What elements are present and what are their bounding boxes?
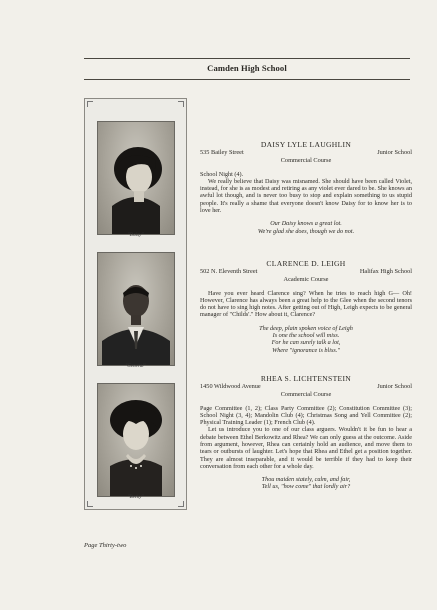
student-course: Commercial Course xyxy=(280,390,332,398)
student-entry xyxy=(200,140,412,235)
student-name: DAISY LYLE LAUGHLIN xyxy=(260,140,352,149)
verse-line: Thou maiden stately, calm, and fair, xyxy=(261,476,351,484)
verse-line: Where "ignorance is bliss." xyxy=(272,346,340,354)
frame-corner xyxy=(87,101,93,107)
portrait-daisy xyxy=(97,121,175,235)
photo-caption-rhea: "Becky" xyxy=(127,495,144,500)
running-head: Camden High School xyxy=(207,63,287,73)
verse-line: Our Daisy knows a great lot. xyxy=(270,220,342,228)
student-activities: Page Committee (1, 2); Class Party Committee (2); Constitution Committee (3); School Night (3, 4); Mandolin Club (4); Christmas Song and Yell Committee (2); Physical Training Leader (1); French Club (4). xyxy=(200,404,412,427)
student-address: 535 Bailey Street xyxy=(200,149,244,156)
student-bio: Let us introduce you to one of our class arguers. Wouldn't it be fun to hear a debate between Ethel Berkowitz and Rhea? We can only guess at the outcome. Aside from argument, however, Rhea can certainly hold an audience, and move them to tears or outbursts of laughter. Let's hope that Rhea and Ethel get a position together. They are almost inseparable, and it would be terrible if they had to keep their conversation from each other for a whole day. xyxy=(200,426,412,470)
header-rule-bottom xyxy=(84,79,410,80)
verse-line: Tell us, "how come" that lordly air? xyxy=(261,483,351,491)
student-course: Commercial Course xyxy=(280,156,332,164)
student-verse xyxy=(200,476,412,491)
photo-caption-clarence: "General" xyxy=(125,364,146,369)
verse-line: For he can surely talk a lot, xyxy=(271,339,341,347)
student-address: 1450 Wildwood Avenue xyxy=(200,383,261,390)
verse-line: Is one the school will miss. xyxy=(272,331,340,339)
student-name: CLARENCE D. LEIGH xyxy=(266,259,346,268)
frame-corner xyxy=(178,101,184,107)
student-prior-school: Junior School xyxy=(377,383,412,390)
student-entry xyxy=(200,259,412,354)
portrait-rhea xyxy=(97,383,175,497)
frame-corner xyxy=(87,501,93,507)
student-entry xyxy=(200,374,412,491)
student-activities: School Night (4). xyxy=(200,170,244,178)
student-course: Academic Course xyxy=(283,275,329,283)
verse-line: We're glad she does, though we do not. xyxy=(257,227,355,235)
student-prior-school: Junior School xyxy=(377,149,412,156)
photo-column xyxy=(84,98,187,510)
photo-caption-daisy: "Daisy" xyxy=(127,233,144,238)
page-number: Page Thirty-two xyxy=(84,542,127,549)
frame-corner xyxy=(178,501,184,507)
student-verse xyxy=(200,220,412,235)
verse-line: The deep, plain spoken voice of Leigh xyxy=(259,324,353,332)
student-verse xyxy=(200,325,412,354)
student-bio: We really believe that Daisy was misnamed. She should have been called Violet, instead, for she is as modest and retiring as any violet ever dared to be. She knows an awful lot though, and is never too busy to stop and explain something to us stupid people. It's really a shame that everyone doesn't know Daisy for to know her is to love her. xyxy=(200,177,412,214)
student-prior-school: Halifax High School xyxy=(359,268,412,275)
portrait-clarence xyxy=(97,252,175,366)
student-bio: Have you ever heard Clarence sing? When he tries to reach high G— Oh! However, Clarence has always been a great help to the Glee when the second tenors do not have to sing high notes. After getting out of High, Leigh expects to be general manager of "Childs'." How about it, Clarence? xyxy=(200,289,412,319)
student-address: 502 N. Eleventh Street xyxy=(200,268,258,275)
header-rule-top xyxy=(84,58,410,59)
student-name: RHEA S. LICHTENSTEIN xyxy=(260,374,352,383)
